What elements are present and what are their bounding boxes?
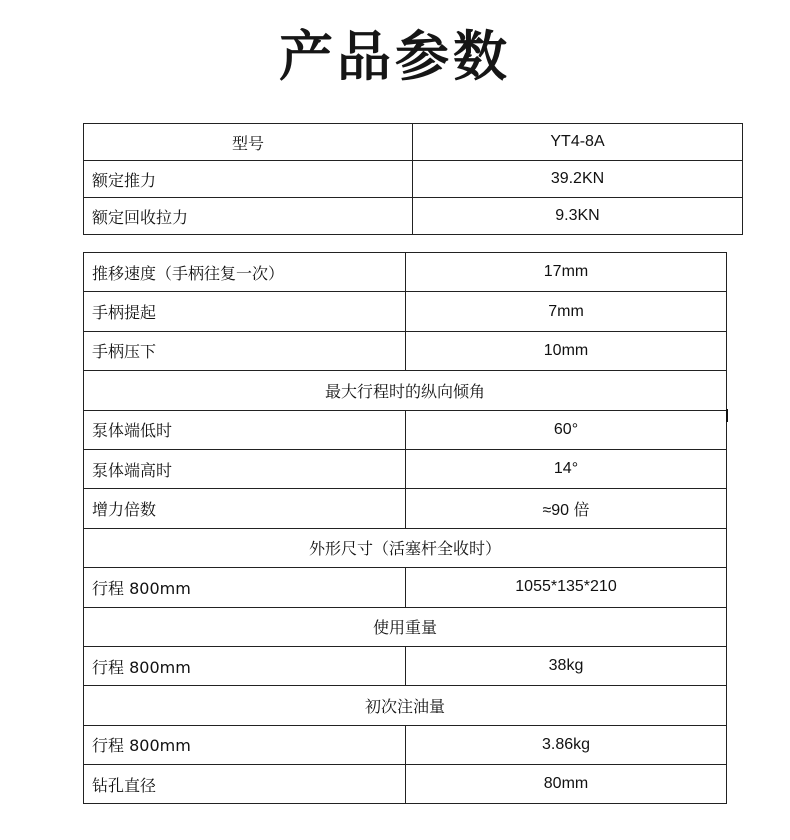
weight-stroke-label: 行程 800mm — [84, 646, 406, 685]
rated-pull-label: 额定回收拉力 — [84, 198, 413, 235]
pump-end-low-value: 60° — [406, 410, 727, 449]
handle-up-label: 手柄提起 — [84, 292, 406, 331]
model-label: 型号 — [84, 124, 413, 161]
section-row — [84, 686, 727, 725]
rated-thrust-value: 39.2KN — [413, 161, 743, 198]
table-row — [84, 331, 727, 370]
pump-end-high-value: 14° — [406, 449, 727, 488]
table-row — [84, 253, 727, 292]
weight-value: 38kg — [406, 646, 727, 685]
rated-pull-value: 9.3KN — [413, 198, 743, 235]
section-header-dimensions: 外形尺寸（活塞杆全收时） — [84, 528, 727, 567]
pump-end-high-label: 泵体端高时 — [84, 449, 406, 488]
pump-end-low-label: 泵体端低时 — [84, 410, 406, 449]
model-value: YT4-8A — [413, 124, 743, 161]
table-row — [84, 198, 743, 235]
drill-diameter-label: 钻孔直径 — [84, 765, 406, 804]
section-row — [84, 371, 727, 410]
handle-down-value: 10mm — [406, 331, 727, 370]
section-row — [84, 607, 727, 646]
section-header-weight: 使用重量 — [84, 607, 727, 646]
page-title: 产品参数 — [279, 25, 511, 88]
oil-stroke-label: 行程 800mm — [84, 725, 406, 764]
table-row — [84, 646, 727, 685]
force-multiplier-label: 增力倍数 — [84, 489, 406, 528]
dimensions-value: 1055*135*210 — [406, 568, 727, 607]
table-border-tick — [726, 409, 728, 422]
table-row — [84, 765, 727, 804]
handle-down-label: 手柄压下 — [84, 331, 406, 370]
rated-thrust-label: 额定推力 — [84, 161, 413, 198]
dimensions-stroke-label: 行程 800mm — [84, 568, 406, 607]
drill-diameter-value: 80mm — [406, 765, 727, 804]
table-row — [84, 725, 727, 764]
section-row — [84, 528, 727, 567]
handle-up-value: 7mm — [406, 292, 727, 331]
table-row — [84, 489, 727, 528]
table-row — [84, 161, 743, 198]
push-speed-value: 17mm — [406, 253, 727, 292]
detail-spec-table — [83, 252, 727, 804]
table-row — [84, 449, 727, 488]
push-speed-label: 推移速度（手柄往复一次） — [84, 253, 406, 292]
section-header-initial-oil: 初次注油量 — [84, 686, 727, 725]
table-row — [84, 124, 743, 161]
section-header-tilt-angle: 最大行程时的纵向倾角 — [84, 371, 727, 410]
basic-spec-table — [83, 123, 743, 235]
oil-value: 3.86kg — [406, 725, 727, 764]
table-row — [84, 410, 727, 449]
table-row — [84, 568, 727, 607]
force-multiplier-value: ≈90 倍 — [406, 489, 727, 528]
table-row — [84, 292, 727, 331]
